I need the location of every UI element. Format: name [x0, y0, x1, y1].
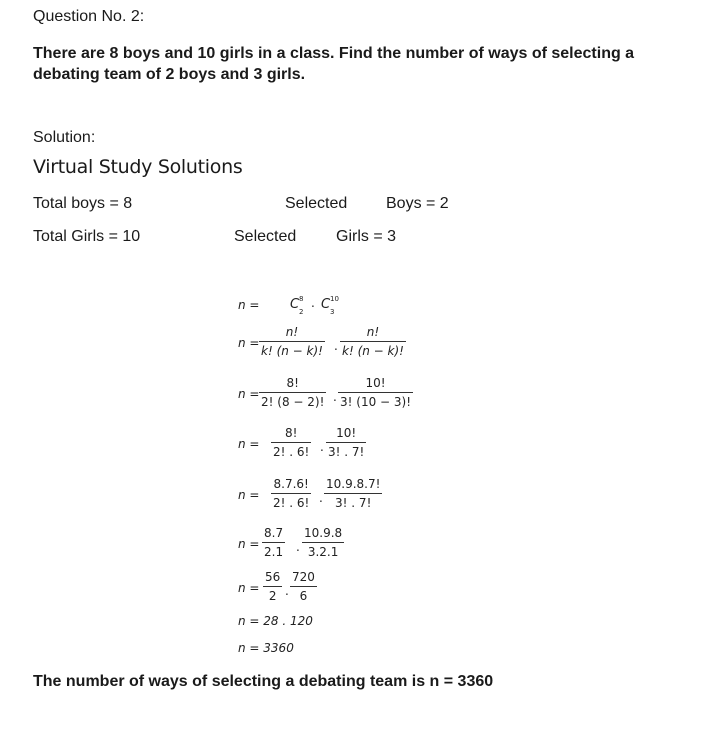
fraction-bar [302, 542, 344, 543]
selected-label-2: Selected [234, 228, 297, 245]
step6-num1: 8.7 [264, 526, 284, 540]
step7-den1: 2 [268, 589, 277, 603]
question-text: There are 8 boys and 10 girls in a class. Find the number of ways of selecting a debating team of 2 boys and 3 girls. [33, 45, 635, 83]
fraction-bar [326, 442, 366, 443]
step5-num1: 8.7.6! [273, 477, 309, 491]
step4-num2: 10! [336, 426, 357, 440]
step2-frac1 [259, 325, 325, 358]
step5-num2: 10.9.8.7! [326, 477, 381, 491]
total-girls: Total Girls = 10 [33, 228, 141, 245]
step6-frac2 [302, 526, 344, 559]
fraction-bar [259, 341, 325, 342]
step5-frac2 [324, 477, 382, 510]
step7-num1: 56 [265, 570, 281, 584]
step6-dot: . [296, 540, 300, 554]
fraction-bar [271, 442, 311, 443]
step1-c1-sup: 8 [299, 295, 304, 303]
step4-frac1 [271, 426, 311, 459]
final-answer: The number of ways of selecting a debating team is n = 3360 [33, 673, 494, 690]
fraction-bar [259, 392, 326, 393]
step8-line: n = 28 . 120 [238, 614, 313, 628]
step5-lhs: n = [238, 488, 260, 502]
step4-dot: . [320, 440, 324, 454]
step4-den2: 3! . 7! [328, 445, 365, 459]
brand-watermark: Virtual Study Solutions [33, 156, 243, 178]
step5-frac1 [271, 477, 311, 510]
solution-heading: Solution: [33, 129, 96, 146]
fraction-bar [271, 493, 311, 494]
step7-lhs: n = [238, 581, 260, 595]
step6-den2: 3.2.1 [307, 545, 339, 559]
question-heading: Question No. 2: [33, 8, 145, 25]
step7-den2: 6 [299, 589, 308, 603]
step3-lhs: n = [238, 387, 260, 401]
step1-c1-sub: 2 [299, 308, 304, 316]
step6-den1: 2.1 [264, 545, 284, 559]
step4-den1: 2! . 6! [273, 445, 310, 459]
step7-frac2 [290, 570, 317, 603]
step5-den2: 3! . 7! [335, 496, 372, 510]
boys-selected: Boys = 2 [386, 195, 449, 212]
step2-frac2 [340, 325, 406, 358]
selected-label-1: Selected [285, 195, 348, 212]
step1-lhs: n = [238, 298, 260, 312]
step5-dot: . [319, 491, 323, 505]
fraction-bar [262, 542, 285, 543]
step2-dot: . [334, 339, 338, 353]
step7-num2: 720 [292, 570, 315, 584]
fraction-bar [340, 341, 406, 342]
fraction-bar [324, 493, 382, 494]
step3-frac2 [338, 376, 413, 409]
step3-num2: 10! [365, 376, 386, 390]
step2-den2: k! (n − k)! [342, 344, 404, 358]
step2-num2: n! [366, 325, 380, 339]
fraction-bar [290, 586, 317, 587]
step3-num1: 8! [286, 376, 299, 390]
step2-lhs: n = [238, 336, 260, 350]
step1-c1: C [290, 297, 300, 312]
step1-c2-sup: 10 [330, 295, 339, 303]
total-boys: Total boys = 8 [33, 195, 133, 212]
step1-c2: C [321, 297, 331, 312]
step2-num1: n! [285, 325, 299, 339]
step5-den1: 2! . 6! [273, 496, 310, 510]
step3-dot: . [333, 390, 337, 404]
step3-den2: 3! (10 − 3)! [340, 395, 412, 409]
girls-selected: Girls = 3 [336, 228, 397, 245]
step6-frac1 [262, 526, 285, 559]
step7-frac1 [263, 570, 282, 603]
step1-dot: . [311, 296, 315, 310]
step6-num2: 10.9.8 [304, 526, 343, 540]
step4-lhs: n = [238, 437, 260, 451]
step4-frac2 [326, 426, 366, 459]
step6-lhs: n = [238, 537, 260, 551]
step2-den1: k! (n − k)! [261, 344, 323, 358]
step3-frac1 [259, 376, 326, 409]
fraction-bar [263, 586, 282, 587]
fraction-bar [338, 392, 413, 393]
step4-num1: 8! [284, 426, 298, 440]
step3-den1: 2! (8 − 2)! [261, 395, 325, 409]
step7-dot: . [285, 584, 289, 598]
step1-c2-sub: 3 [330, 308, 335, 316]
step9-line: n = 3360 [238, 641, 294, 655]
